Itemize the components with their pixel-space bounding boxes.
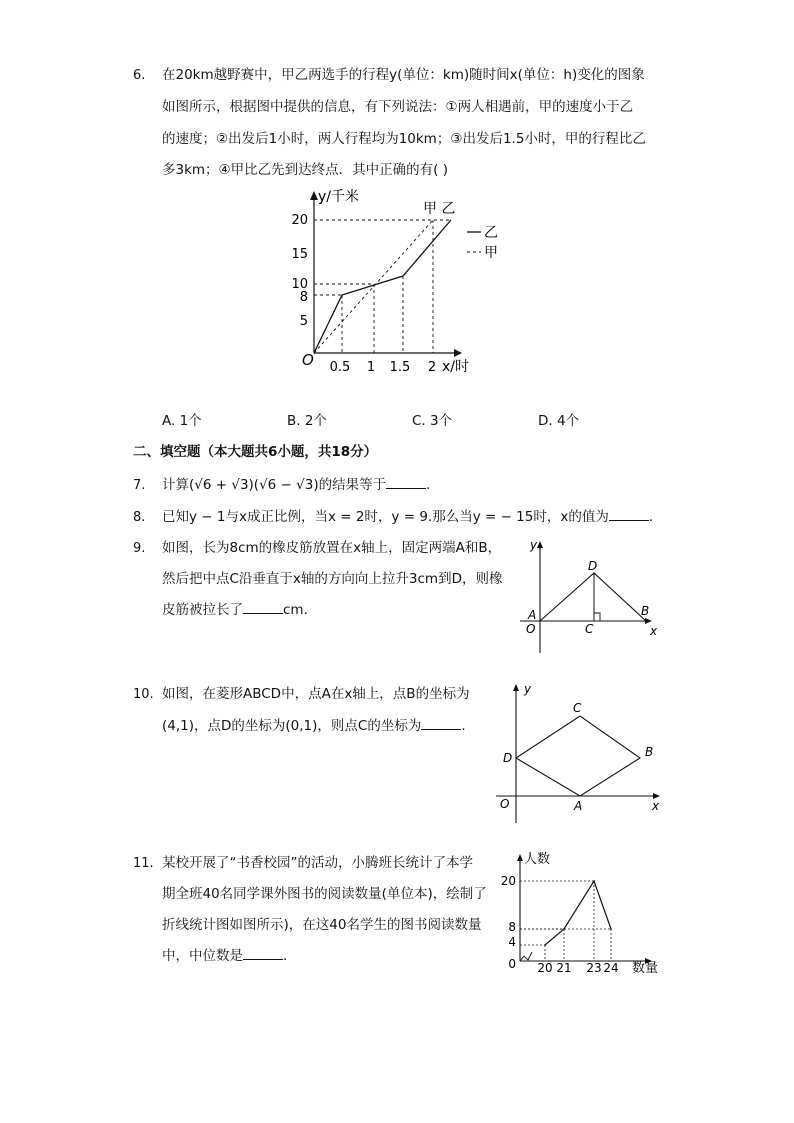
q11-xtick-21: 21 — [556, 961, 572, 975]
q6-ytick-20: 20 — [291, 213, 308, 228]
q8-text: 已知y − 1与x成正比例，当x = 2时，y = 9.那么当y = − 15时，x的值为 — [162, 509, 609, 525]
q8-answer-blank[interactable] — [609, 508, 649, 521]
q11-ytick-20: 20 — [500, 874, 516, 888]
q7-line — [162, 476, 440, 494]
q9-answer-blank[interactable] — [243, 601, 283, 614]
q9-line-1: 如图，长为8cm的橡皮筋放置在x轴上，固定两端A和B， — [162, 540, 502, 556]
q11-end: ． — [283, 948, 297, 964]
q11-ytick-4: 4 — [508, 935, 516, 949]
q10-answer-blank[interactable] — [421, 717, 461, 730]
q11-answer-blank[interactable] — [243, 947, 283, 960]
q10-line-2-text: (4,1)，点D的坐标为(0,1)，则点C的坐标为 — [162, 718, 422, 734]
q9-figure — [512, 535, 662, 660]
q10-label-y: y — [524, 682, 532, 696]
q9-end: cm． — [283, 602, 318, 618]
q6-xtick-2: 2 — [427, 360, 437, 375]
q6-ytick-10: 10 — [291, 277, 308, 292]
q10-label-x: x — [652, 799, 660, 813]
q6-xtick-1.5: 1.5 — [389, 360, 411, 375]
q11-y-label: 人数 — [524, 852, 551, 867]
q10-label-b: B — [645, 745, 654, 759]
q6-line-4: 多3km；④甲比乙先到达终点．其中正确的有( ) — [162, 162, 448, 178]
q10-label-d: D — [503, 751, 513, 765]
q11-line-1: 某校开展了“书香校园”的活动，小腾班长统计了本学 — [162, 855, 473, 871]
q6-option-a: A. 1个 — [162, 413, 202, 429]
q6-option-d: D. 4个 — [538, 413, 580, 429]
q6-legend-yi: 乙 — [484, 225, 498, 241]
q6-xtick-1: 1 — [366, 360, 376, 375]
section-2-heading: 二、填空题（本大题共6小题，共18分） — [133, 444, 378, 460]
q11-xtick-20: 20 — [537, 961, 553, 975]
q6-option-c: C. 3个 — [412, 413, 453, 429]
q7-end: ． — [426, 477, 440, 493]
q6-y-label: y/千米 — [318, 189, 360, 205]
q10-label-a: A — [574, 799, 583, 813]
q8-line — [162, 508, 662, 526]
q8-end: ． — [648, 509, 663, 525]
q6-x-label: x/时 — [442, 359, 470, 375]
q7-text: 计算(√6 + √3)(√6 − √3)的结果等于 — [162, 477, 387, 493]
q11-number: 11. — [133, 856, 154, 871]
q11-xtick-24: 24 — [603, 961, 619, 975]
q6-line-2: 如图所示，根据图中提供的信息，有下列说法：①两人相遇前，甲的速度小于乙 — [162, 99, 634, 115]
q6-ytick-8: 8 — [299, 290, 308, 305]
q11-series-line — [545, 881, 611, 945]
q9-label-b: B — [641, 604, 650, 618]
q9-label-y: y — [530, 538, 538, 552]
q6-ytick-5: 5 — [299, 314, 308, 329]
q11-line-4 — [162, 947, 297, 965]
q6-origin: O — [302, 351, 314, 369]
q6-travel-graph — [290, 183, 520, 383]
q11-point-20 — [544, 944, 546, 946]
q9-label-a: A — [528, 608, 537, 622]
q7-number: 7. — [133, 478, 146, 493]
q10-figure — [492, 678, 667, 828]
q6-option-b: B. 2个 — [287, 413, 327, 429]
q11-xtick-23: 23 — [586, 961, 602, 975]
q9-label-x: x — [650, 624, 658, 638]
q6-xtick-0.5: 0.5 — [329, 360, 351, 375]
q9-line-3 — [162, 601, 317, 619]
q11-point-24 — [610, 928, 612, 930]
q10-line-2 — [162, 717, 475, 735]
q6-legend-jia: 甲 — [484, 245, 498, 261]
q11-line-4-text: 中，中位数是 — [162, 948, 243, 964]
q11-line-chart — [500, 848, 670, 978]
q10-label-c: C — [573, 701, 582, 715]
q11-line-3: 折线统计图如图所示)，在这40名学生的图书阅读数量 — [162, 917, 482, 933]
q10-number: 10. — [133, 687, 154, 702]
q11-line-2: 期全班40名同学课外图书的阅读数量(单位本)，绘制了 — [162, 886, 487, 902]
q6-ytick-15: 15 — [291, 247, 308, 262]
q10-label-o: O — [500, 797, 510, 811]
q10-line-1: 如图，在菱形ABCD中，点A在x轴上，点B的坐标为 — [162, 686, 470, 702]
q10-end: ． — [461, 718, 475, 734]
q9-label-d: D — [588, 559, 598, 573]
q9-line-3-text: 皮筋被拉长了 — [162, 602, 243, 618]
q6-line-3: 的速度；②出发后1小时，两人行程均为10km；③出发后1.5小时，甲的行程比乙 — [162, 131, 646, 147]
q11-point-23 — [593, 880, 595, 882]
q11-ytick-0: 0 — [508, 957, 516, 971]
q9-number: 9. — [133, 541, 146, 556]
q6-top-labels: 甲 乙 — [423, 201, 456, 217]
q11-ytick-8: 8 — [508, 920, 516, 934]
q11-point-21 — [563, 928, 565, 930]
q6-line-1: 在20km越野赛中，甲乙两选手的行程y(单位：km)随时间x(单位：h)变化的图象 — [162, 67, 645, 83]
q11-x-label: 数量 — [632, 961, 659, 976]
q9-line-2: 然后把中点C沿垂直于x轴的方向向上拉升3cm到D，则橡 — [162, 571, 503, 587]
q9-label-c: C — [585, 622, 594, 636]
q6-number: 6. — [133, 68, 146, 83]
q8-number: 8. — [133, 510, 146, 525]
q9-label-o: O — [526, 622, 536, 636]
q7-answer-blank[interactable] — [386, 476, 426, 489]
